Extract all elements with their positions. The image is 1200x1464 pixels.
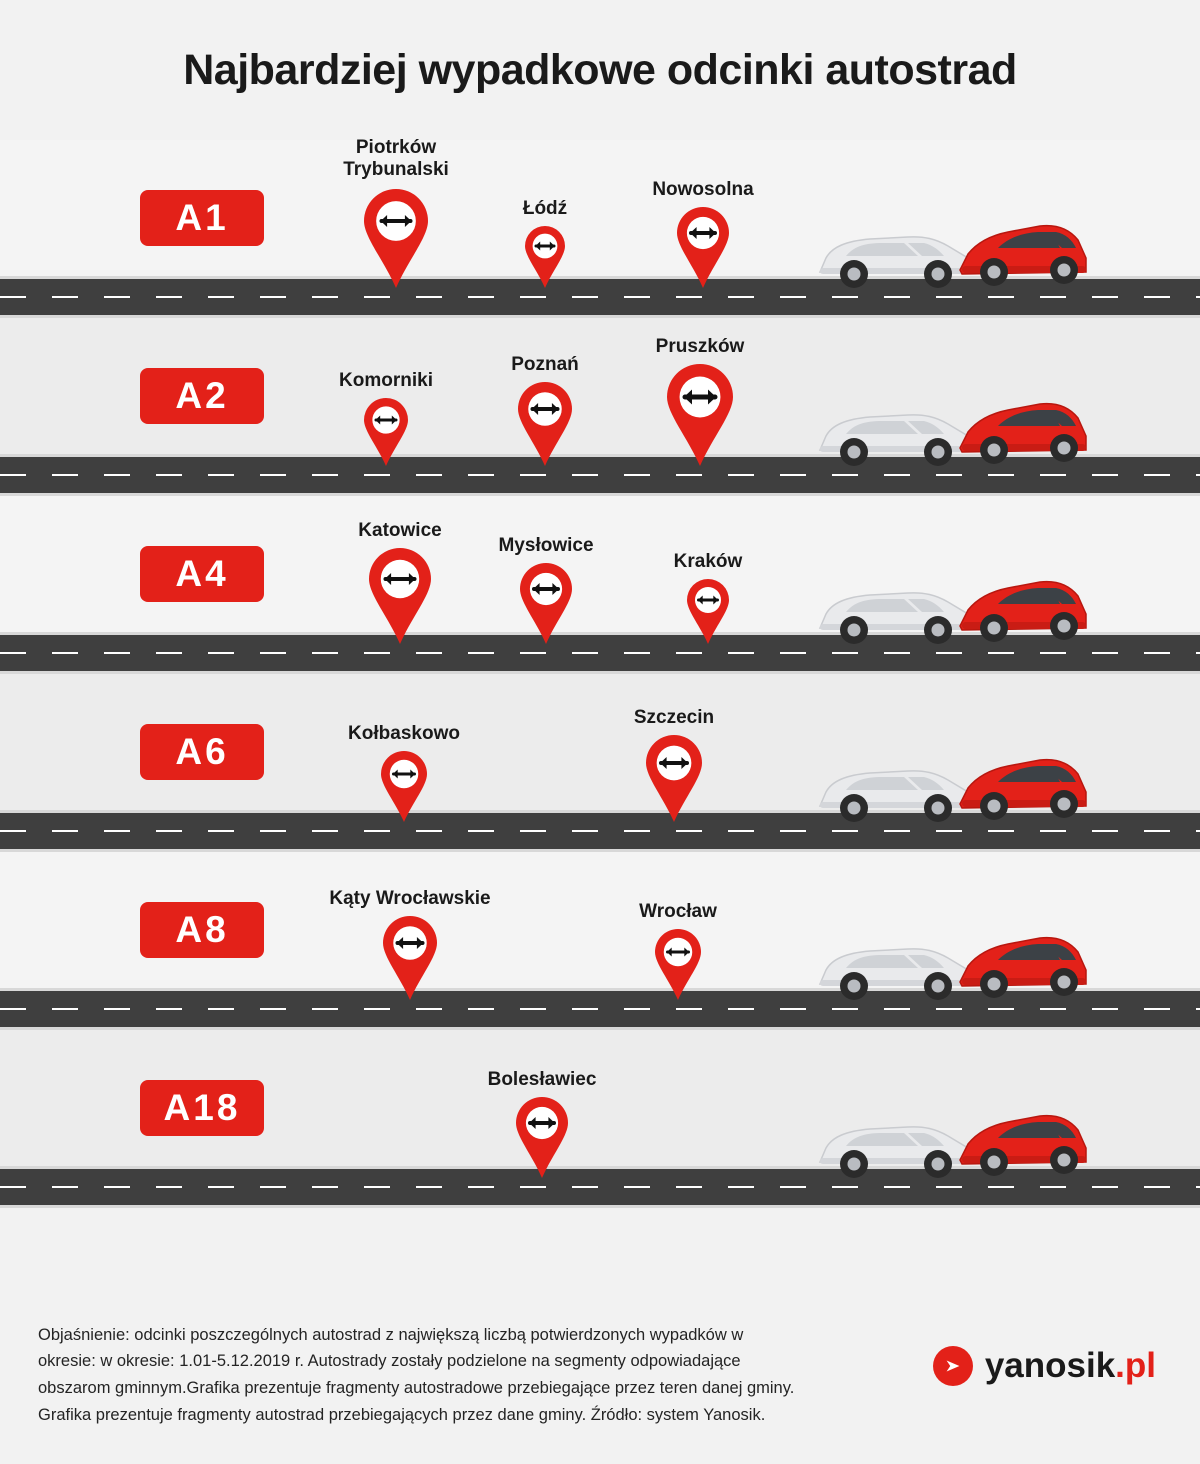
map-pin-label: Wrocław [639, 901, 717, 922]
crashed-cars-illustration [812, 392, 1092, 470]
highway-row [0, 137, 1200, 318]
logo-name: yanosik [984, 1346, 1116, 1385]
map-pin-label: Katowice [358, 520, 442, 541]
map-pin-marker[interactable] [633, 707, 715, 822]
map-pin-marker[interactable] [329, 888, 491, 1000]
map-pin-label: Piotrków Trybunalski [343, 137, 449, 180]
map-pin-icon [687, 579, 729, 644]
map-pin-icon [381, 751, 427, 822]
map-pin-icon [655, 929, 701, 1000]
map-pin-marker[interactable] [522, 198, 568, 288]
map-pin-marker[interactable] [652, 179, 754, 288]
highway-row [0, 1030, 1200, 1208]
map-pin-icon [383, 916, 437, 1000]
page-title: Najbardziej wypadkowe odcinki autostrad [183, 45, 1017, 94]
crashed-cars-illustration [812, 748, 1092, 826]
yanosik-wordmark [985, 1346, 1156, 1386]
highway-row [0, 852, 1200, 1030]
map-pin-marker[interactable] [655, 336, 745, 466]
highway-row [0, 496, 1200, 674]
map-pin-label: Bolesławiec [487, 1069, 597, 1090]
title-bar [0, 0, 1200, 140]
logo-suffix: .pl [1115, 1346, 1156, 1385]
highway-row [0, 318, 1200, 496]
crashed-cars-illustration [812, 570, 1092, 648]
map-pin-icon [525, 226, 565, 288]
map-pin-label: Szczecin [633, 707, 715, 728]
map-pin-label: Kąty Wrocławskie [329, 888, 491, 909]
map-pin-label: Pruszków [655, 336, 745, 357]
map-pin-marker[interactable] [639, 901, 717, 1000]
map-pin-icon [364, 189, 428, 288]
map-pin-icon [520, 563, 572, 644]
map-pin-icon [369, 548, 431, 644]
map-pin-icon [516, 1097, 568, 1178]
map-pin-icon [518, 382, 572, 466]
map-pin-icon [677, 207, 729, 288]
map-pin-label: Nowosolna [652, 179, 754, 200]
map-pin-marker[interactable] [673, 551, 743, 644]
map-pin-marker[interactable] [498, 535, 594, 644]
crashed-cars-illustration [812, 926, 1092, 1004]
highway-badge: A1 [140, 190, 264, 246]
highway-badge: A6 [140, 724, 264, 780]
crashed-cars-illustration [812, 1104, 1092, 1182]
map-pin-icon [646, 735, 702, 822]
footer-note: Objaśnienie: odcinki poszczególnych autostrad z największą liczbą potwierdzonych wypadków w okresie: w okresie: 1.01-5.12.2019 r. Autostrady zostały podzielone na segmenty odpowiadające obszarom gminnym.Grafika prezentuje fragmenty autostradowe przebiegające przez teren danej gminy. Grafika prezentuje fragmenty autostrad przebiegających przez dane gminy. Źródło: system Yanosik. [38, 1325, 795, 1424]
map-pin-label: Komorniki [339, 370, 433, 391]
map-pin-label: Poznań [511, 354, 579, 375]
highway-row [0, 674, 1200, 852]
highway-badge: A8 [140, 902, 264, 958]
map-pin-marker[interactable] [487, 1069, 597, 1178]
yanosik-mark-icon [933, 1346, 973, 1386]
highway-badge: A18 [140, 1080, 264, 1136]
map-pin-marker[interactable] [343, 137, 449, 288]
yanosik-logo[interactable] [933, 1346, 1156, 1386]
map-pin-marker[interactable] [339, 370, 433, 466]
map-pin-marker[interactable] [358, 520, 442, 644]
map-pin-icon [364, 398, 408, 466]
map-pin-label: Mysłowice [498, 535, 594, 556]
crashed-cars-illustration [812, 214, 1092, 292]
highway-badge: A2 [140, 368, 264, 424]
map-pin-icon [667, 364, 733, 466]
map-pin-label: Kołbaskowo [348, 723, 460, 744]
map-pin-label: Kraków [673, 551, 743, 572]
map-pin-label: Łódź [522, 198, 568, 219]
footer [0, 1286, 1200, 1464]
map-pin-marker[interactable] [511, 354, 579, 466]
map-pin-marker[interactable] [348, 723, 460, 822]
highway-badge: A4 [140, 546, 264, 602]
